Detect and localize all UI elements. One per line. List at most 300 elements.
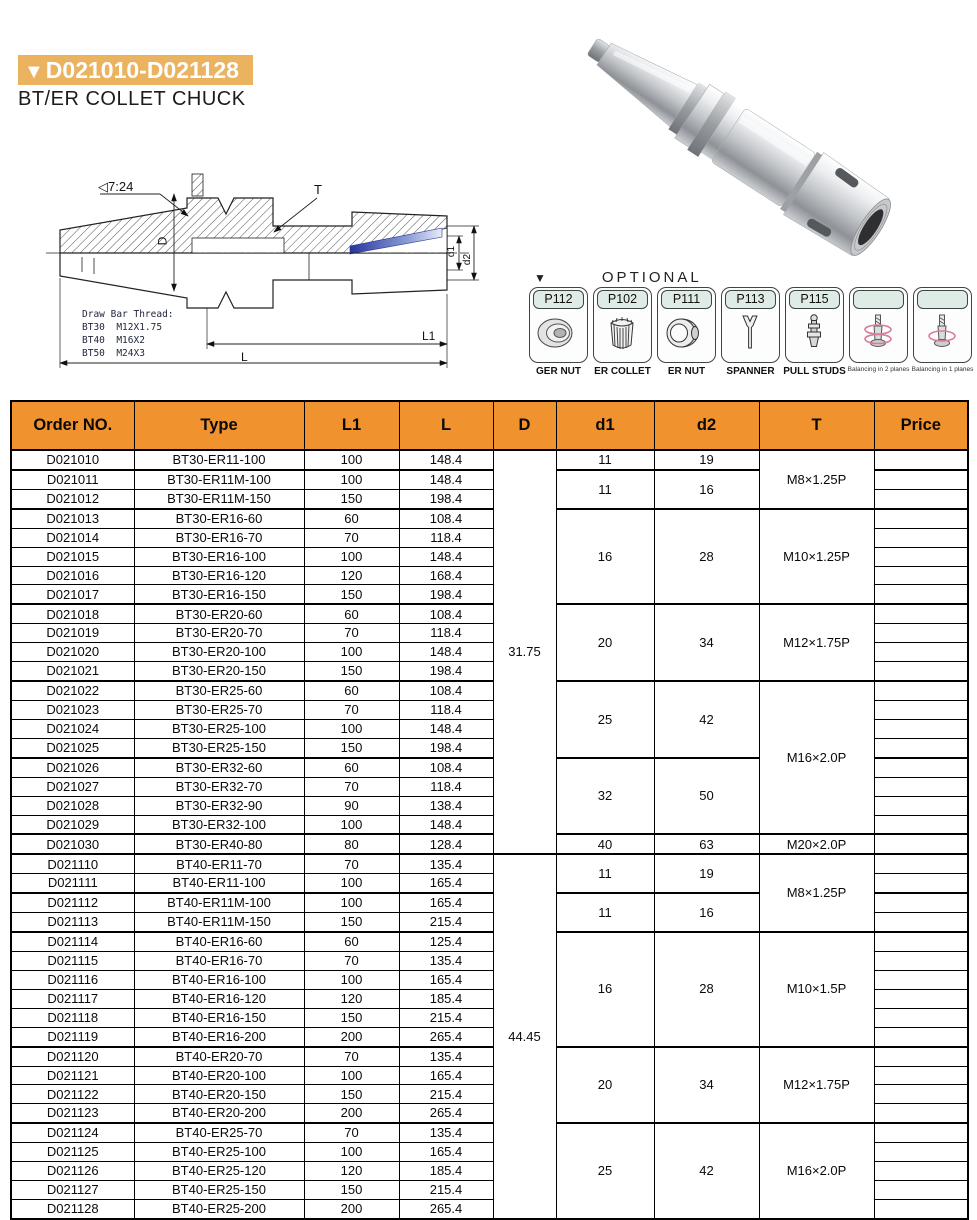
price-cell: [874, 951, 968, 970]
order-no-cell: D021030: [11, 834, 134, 854]
price-cell: [874, 509, 968, 528]
order-no-cell: D021112: [11, 893, 134, 912]
l1-cell: 60: [304, 604, 399, 623]
d2-dim-label: d2: [462, 253, 474, 266]
d1-cell: 40: [556, 834, 654, 854]
l-cell: 215.4: [399, 1181, 493, 1200]
l1-cell: 150: [304, 662, 399, 681]
l-cell: 148.4: [399, 719, 493, 738]
t-cell: M10×1.5P: [759, 932, 874, 1047]
optional-heading: ▼ OPTIONAL: [534, 269, 702, 286]
price-cell: [874, 1123, 968, 1142]
l1-cell: 70: [304, 528, 399, 547]
d1-cell: 16: [556, 932, 654, 1047]
price-cell: [874, 1162, 968, 1181]
type-cell: BT40-ER16-120: [134, 989, 304, 1008]
table-row: [11, 604, 968, 623]
product-photo: [552, 28, 964, 270]
d1-cell: 11: [556, 470, 654, 509]
type-cell: BT40-ER25-70: [134, 1123, 304, 1142]
price-cell: [874, 489, 968, 508]
price-cell: [874, 566, 968, 585]
d2-cell: 16: [654, 893, 759, 932]
order-no-cell: D021016: [11, 566, 134, 585]
price-cell: [874, 643, 968, 662]
optional-item-label: ER NUT: [667, 366, 706, 377]
part-code-badge: [917, 290, 968, 309]
order-no-cell: D021015: [11, 547, 134, 566]
t-dim-label: T: [314, 182, 322, 197]
l-cell: 108.4: [399, 758, 493, 777]
order-no-cell: D021123: [11, 1104, 134, 1123]
type-cell: BT30-ER32-60: [134, 758, 304, 777]
optional-card: [529, 287, 588, 363]
type-cell: BT40-ER20-70: [134, 1047, 304, 1066]
l-cell: 165.4: [399, 893, 493, 912]
price-cell: [874, 585, 968, 604]
type-cell: BT40-ER11M-100: [134, 893, 304, 912]
d1-cell: 25: [556, 1123, 654, 1219]
title-badge: [18, 55, 253, 85]
price-cell: [874, 624, 968, 643]
l-cell: 125.4: [399, 932, 493, 951]
order-no-cell: D021118: [11, 1008, 134, 1027]
order-no-cell: D021120: [11, 1047, 134, 1066]
l-cell: 128.4: [399, 834, 493, 854]
price-cell: [874, 450, 968, 470]
l-cell: 198.4: [399, 585, 493, 604]
l1-cell: 150: [304, 1085, 399, 1104]
d1-cell: 25: [556, 681, 654, 758]
l-cell: 135.4: [399, 951, 493, 970]
type-cell: BT30-ER11-100: [134, 450, 304, 470]
price-cell: [874, 547, 968, 566]
l-cell: 148.4: [399, 815, 493, 834]
optional-item-label: Balancing in 1 planes: [911, 366, 974, 373]
l1-cell: 100: [304, 1143, 399, 1162]
price-cell: [874, 528, 968, 547]
draw-bar-thread-note: Draw Bar Thread: BT30 M12X1.75 BT40 M16X2 BT50 M24X3: [82, 309, 174, 359]
l-cell: 198.4: [399, 738, 493, 757]
col-header-d1: d1: [556, 401, 654, 450]
optional-item: [848, 287, 909, 377]
order-no-cell: D021117: [11, 989, 134, 1008]
ger-nut-icon: [532, 310, 584, 360]
price-cell: [874, 1027, 968, 1046]
l1-cell: 80: [304, 834, 399, 854]
l-cell: 168.4: [399, 566, 493, 585]
d1-cell: 20: [556, 1047, 654, 1124]
d2-cell: 28: [654, 509, 759, 605]
order-no-cell: D021119: [11, 1027, 134, 1046]
part-code-badge: P112: [533, 290, 584, 309]
optional-card: [913, 287, 972, 363]
optional-item-label: GER NUT: [536, 366, 581, 377]
taper-ratio-label: ◁7:24: [98, 179, 134, 194]
spanner-icon: [724, 310, 776, 360]
optional-card: [785, 287, 844, 363]
l1-cell: 100: [304, 450, 399, 470]
d2-cell: 19: [654, 854, 759, 893]
d2-cell: 34: [654, 604, 759, 681]
order-no-cell: D021013: [11, 509, 134, 528]
type-cell: BT40-ER11M-150: [134, 913, 304, 932]
type-cell: BT30-ER16-150: [134, 585, 304, 604]
t-cell: M16×2.0P: [759, 681, 874, 834]
d1-cell: 16: [556, 509, 654, 605]
l1-cell: 150: [304, 913, 399, 932]
table-row: [11, 834, 968, 854]
l-cell: 135.4: [399, 1123, 493, 1142]
type-cell: BT30-ER16-120: [134, 566, 304, 585]
col-header-l1: L1: [304, 401, 399, 450]
l-cell: 148.4: [399, 470, 493, 489]
price-cell: [874, 1143, 968, 1162]
table-row: [11, 509, 968, 528]
l1-cell: 150: [304, 1181, 399, 1200]
price-cell: [874, 796, 968, 815]
price-cell: [874, 758, 968, 777]
order-no-cell: D021026: [11, 758, 134, 777]
type-cell: BT40-ER16-70: [134, 951, 304, 970]
order-no-cell: D021021: [11, 662, 134, 681]
order-no-cell: D021029: [11, 815, 134, 834]
technical-drawing: [22, 158, 505, 393]
d2-cell: 34: [654, 1047, 759, 1124]
price-cell: [874, 913, 968, 932]
table-row: [11, 854, 968, 873]
l-cell: 118.4: [399, 700, 493, 719]
t-cell: M10×1.25P: [759, 509, 874, 605]
t-cell: M20×2.0P: [759, 834, 874, 854]
d1-dim-label: d1: [446, 245, 458, 258]
order-no-cell: D021114: [11, 932, 134, 951]
l1-cell: 200: [304, 1027, 399, 1046]
l1-cell: 100: [304, 970, 399, 989]
optional-item-label: ER COLLET: [594, 366, 651, 377]
l-cell: 135.4: [399, 854, 493, 873]
l-cell: 108.4: [399, 509, 493, 528]
price-cell: [874, 834, 968, 854]
section-marker-icon: ▼: [24, 61, 44, 83]
l1-cell: 70: [304, 1123, 399, 1142]
price-cell: [874, 662, 968, 681]
type-cell: BT40-ER25-100: [134, 1143, 304, 1162]
t-cell: M12×1.75P: [759, 604, 874, 681]
type-cell: BT30-ER20-70: [134, 624, 304, 643]
type-cell: BT40-ER25-200: [134, 1199, 304, 1218]
type-cell: BT30-ER20-100: [134, 643, 304, 662]
type-cell: BT40-ER20-100: [134, 1066, 304, 1085]
type-cell: BT30-ER32-100: [134, 815, 304, 834]
l1-cell: 150: [304, 585, 399, 604]
order-no-cell: D021019: [11, 624, 134, 643]
order-no-cell: D021011: [11, 470, 134, 489]
l1-cell: 150: [304, 489, 399, 508]
col-header-order-no: Order NO.: [11, 401, 134, 450]
col-header-t: T: [759, 401, 874, 450]
price-cell: [874, 719, 968, 738]
order-no-cell: D021010: [11, 450, 134, 470]
part-code-badge: P102: [597, 290, 648, 309]
price-cell: [874, 738, 968, 757]
l-cell: 138.4: [399, 796, 493, 815]
table-header-row: [11, 401, 968, 450]
col-header-d2: d2: [654, 401, 759, 450]
optional-card: [593, 287, 652, 363]
l1-cell: 100: [304, 1066, 399, 1085]
spec-table: [10, 400, 969, 1220]
col-header-price: Price: [874, 401, 968, 450]
table-row: [11, 450, 968, 470]
optional-item-label: PULL STUDS: [783, 366, 846, 377]
l1-cell: 200: [304, 1104, 399, 1123]
order-no-cell: D021124: [11, 1123, 134, 1142]
type-cell: BT40-ER16-150: [134, 1008, 304, 1027]
order-no-cell: D021025: [11, 738, 134, 757]
pull-studs-icon: [788, 310, 840, 360]
l1-cell: 90: [304, 796, 399, 815]
l-cell: 198.4: [399, 662, 493, 681]
l1-cell: 60: [304, 681, 399, 700]
l-cell: 265.4: [399, 1104, 493, 1123]
l1-cell: 100: [304, 893, 399, 912]
price-cell: [874, 854, 968, 873]
l1-cell: 150: [304, 1008, 399, 1027]
type-cell: BT30-ER11M-150: [134, 489, 304, 508]
type-cell: BT40-ER16-100: [134, 970, 304, 989]
d2-cell: 16: [654, 470, 759, 509]
order-no-cell: D021017: [11, 585, 134, 604]
order-no-cell: D021127: [11, 1181, 134, 1200]
l1-cell: 60: [304, 509, 399, 528]
balancing-1-icon: [916, 310, 968, 360]
l-cell: 165.4: [399, 1066, 493, 1085]
l1-cell: 100: [304, 470, 399, 489]
d-cell: 31.75: [493, 450, 556, 854]
price-cell: [874, 1047, 968, 1066]
type-cell: BT30-ER25-150: [134, 738, 304, 757]
er-nut-icon: [660, 310, 712, 360]
l1-cell: 100: [304, 815, 399, 834]
l-cell: 118.4: [399, 624, 493, 643]
price-cell: [874, 604, 968, 623]
product-photo-svg: [552, 28, 964, 270]
type-cell: BT40-ER25-150: [134, 1181, 304, 1200]
type-cell: BT30-ER16-100: [134, 547, 304, 566]
type-cell: BT40-ER25-120: [134, 1162, 304, 1181]
order-no-cell: D021125: [11, 1143, 134, 1162]
l-dim-label: L: [241, 350, 248, 364]
d2-cell: 42: [654, 681, 759, 758]
part-code-badge: P113: [725, 290, 776, 309]
l-cell: 118.4: [399, 777, 493, 796]
order-no-cell: D021022: [11, 681, 134, 700]
t-cell: M12×1.75P: [759, 1047, 874, 1124]
price-cell: [874, 1066, 968, 1085]
l1-cell: 100: [304, 874, 399, 893]
table-row: [11, 1047, 968, 1066]
price-cell: [874, 1104, 968, 1123]
d1-cell: 20: [556, 604, 654, 681]
optional-item: [528, 287, 589, 377]
type-cell: BT30-ER32-70: [134, 777, 304, 796]
type-cell: BT40-ER20-150: [134, 1085, 304, 1104]
l-cell: 265.4: [399, 1027, 493, 1046]
l-cell: 198.4: [399, 489, 493, 508]
d2-cell: 19: [654, 450, 759, 470]
order-no-cell: D021018: [11, 604, 134, 623]
l1-cell: 70: [304, 777, 399, 796]
price-cell: [874, 1008, 968, 1027]
l-cell: 215.4: [399, 1085, 493, 1104]
col-header-type: Type: [134, 401, 304, 450]
part-code-badge: P111: [661, 290, 712, 309]
type-cell: BT30-ER20-60: [134, 604, 304, 623]
order-no-cell: D021110: [11, 854, 134, 873]
price-cell: [874, 700, 968, 719]
order-no-cell: D021122: [11, 1085, 134, 1104]
d2-cell: 42: [654, 1123, 759, 1219]
l1-cell: 100: [304, 719, 399, 738]
l1-cell: 150: [304, 738, 399, 757]
type-cell: BT30-ER32-90: [134, 796, 304, 815]
order-no-cell: D021113: [11, 913, 134, 932]
d2-cell: 50: [654, 758, 759, 835]
l1-cell: 120: [304, 1162, 399, 1181]
price-cell: [874, 470, 968, 489]
l-cell: 108.4: [399, 604, 493, 623]
type-cell: BT30-ER25-60: [134, 681, 304, 700]
l-cell: 148.4: [399, 547, 493, 566]
type-cell: BT40-ER11-100: [134, 874, 304, 893]
order-no-cell: D021111: [11, 874, 134, 893]
l1-cell: 70: [304, 854, 399, 873]
col-header-d: D: [493, 401, 556, 450]
col-header-l: L: [399, 401, 493, 450]
l1-cell: 60: [304, 932, 399, 951]
optional-card: [657, 287, 716, 363]
l-cell: 265.4: [399, 1199, 493, 1218]
l1-cell: 70: [304, 624, 399, 643]
l-cell: 185.4: [399, 1162, 493, 1181]
type-cell: BT30-ER40-80: [134, 834, 304, 854]
table-row: [11, 1123, 968, 1142]
t-cell: M16×2.0P: [759, 1123, 874, 1219]
optional-marker-icon: ▼: [534, 271, 546, 285]
order-no-cell: D021023: [11, 700, 134, 719]
order-no-cell: D021012: [11, 489, 134, 508]
t-cell: M8×1.25P: [759, 854, 874, 932]
optional-card: [849, 287, 908, 363]
order-no-cell: D021028: [11, 796, 134, 815]
order-no-cell: D021126: [11, 1162, 134, 1181]
page-title: D021010-D021128: [45, 57, 239, 83]
l-cell: 108.4: [399, 681, 493, 700]
type-cell: BT30-ER11M-100: [134, 470, 304, 489]
d2-cell: 63: [654, 834, 759, 854]
type-cell: BT30-ER25-70: [134, 700, 304, 719]
optional-item: [784, 287, 845, 377]
l1-cell: 70: [304, 951, 399, 970]
l-cell: 185.4: [399, 989, 493, 1008]
l1-cell: 120: [304, 566, 399, 585]
type-cell: BT30-ER20-150: [134, 662, 304, 681]
price-cell: [874, 1181, 968, 1200]
order-no-cell: D021020: [11, 643, 134, 662]
d2-cell: 28: [654, 932, 759, 1047]
type-cell: BT30-ER25-100: [134, 719, 304, 738]
l1-cell: 60: [304, 758, 399, 777]
l1-cell: 70: [304, 1047, 399, 1066]
order-no-cell: D021121: [11, 1066, 134, 1085]
balancing-2-icon: [852, 310, 904, 360]
l1-cell: 100: [304, 547, 399, 566]
d1-cell: 11: [556, 450, 654, 470]
type-cell: BT40-ER20-200: [134, 1104, 304, 1123]
price-cell: [874, 1199, 968, 1218]
type-cell: BT40-ER16-200: [134, 1027, 304, 1046]
price-cell: [874, 970, 968, 989]
table-row: [11, 932, 968, 951]
l-cell: 215.4: [399, 913, 493, 932]
type-cell: BT30-ER16-70: [134, 528, 304, 547]
price-cell: [874, 1085, 968, 1104]
order-no-cell: D021115: [11, 951, 134, 970]
optional-item: [720, 287, 781, 377]
price-cell: [874, 777, 968, 796]
price-cell: [874, 932, 968, 951]
t-cell: M8×1.25P: [759, 450, 874, 509]
order-no-cell: D021116: [11, 970, 134, 989]
price-cell: [874, 874, 968, 893]
l1-cell: 100: [304, 643, 399, 662]
type-cell: BT40-ER16-60: [134, 932, 304, 951]
l-cell: 165.4: [399, 1143, 493, 1162]
price-cell: [874, 989, 968, 1008]
optional-item: [656, 287, 717, 377]
type-cell: BT30-ER16-60: [134, 509, 304, 528]
table-row: [11, 681, 968, 700]
l1-cell: 70: [304, 700, 399, 719]
optional-card: [721, 287, 780, 363]
d1-cell: 11: [556, 854, 654, 893]
order-no-cell: D021024: [11, 719, 134, 738]
l-cell: 165.4: [399, 970, 493, 989]
d1-cell: 32: [556, 758, 654, 835]
order-no-cell: D021128: [11, 1199, 134, 1218]
l-cell: 165.4: [399, 874, 493, 893]
l-cell: 148.4: [399, 643, 493, 662]
d-dim-label: D: [155, 236, 170, 246]
price-cell: [874, 681, 968, 700]
d-cell: 44.45: [493, 854, 556, 1219]
optional-item-label: SPANNER: [726, 366, 775, 377]
order-no-cell: D021027: [11, 777, 134, 796]
part-code-badge: P115: [789, 290, 840, 309]
l-cell: 135.4: [399, 1047, 493, 1066]
price-cell: [874, 893, 968, 912]
l1-cell: 200: [304, 1199, 399, 1218]
optional-accessories: [528, 287, 977, 377]
l-cell: 118.4: [399, 528, 493, 547]
order-no-cell: D021014: [11, 528, 134, 547]
l1-cell: 120: [304, 989, 399, 1008]
optional-item: [592, 287, 653, 377]
optional-item-label: Balancing in 2 planes: [847, 366, 910, 373]
l-cell: 148.4: [399, 450, 493, 470]
d1-cell: 11: [556, 893, 654, 932]
